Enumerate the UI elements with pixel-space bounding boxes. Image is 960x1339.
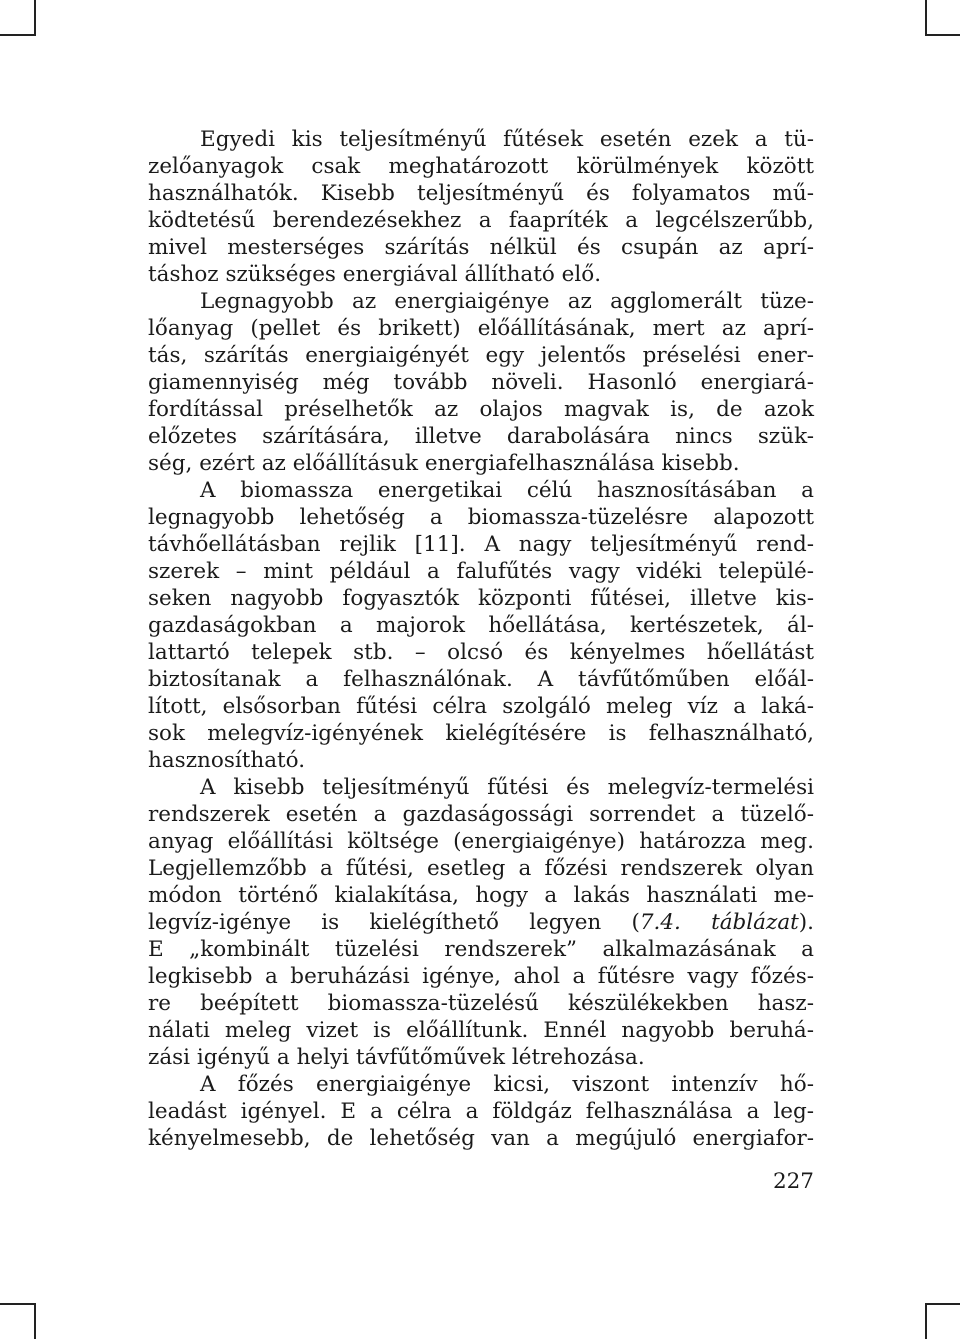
text-line-content: biztosítanak a felhasználónak. A távfűtőműben előál- [148,667,814,692]
text-line [148,1125,814,1152]
text-line-content: E „kombinált tüzelési rendszerek” alkalmazásának a [148,937,814,962]
text-line-content: ködtetésű berendezésekhez a faapríték a legcélszerűbb, [148,208,814,233]
text-line [148,261,814,288]
text-line-content: fordítással préselhetők az olajos magvak is, de azok [148,397,814,422]
text-line [148,801,814,828]
text-line [148,369,814,396]
text-line-content: lított, elsősorban fűtési célra szolgáló meleg víz a laká- [148,694,814,719]
text-line [148,909,814,936]
text-line [148,396,814,423]
text-line [148,1098,814,1125]
text-line-content: re beépített biomassza-tüzelésű készülékekben hasz- [148,991,814,1016]
text-line [148,639,814,666]
text-line-content: előzetes szárítására, illetve darabolására nincs szük- [148,424,814,449]
text-line [148,936,814,963]
text-line-content: lattartó telepek stb. – olcsó és kényelmes hőellátást [148,640,814,665]
text-line-suffix: ). [798,910,815,935]
text-line [148,315,814,342]
text-line [148,477,814,504]
text-line-content: anyag előállítási költsége (energiaigénye) határozza meg. [148,829,814,854]
text-line-content: A kisebb teljesítményű fűtési és melegvíz-termelési [200,775,814,800]
text-line-content: legkisebb a beruházási igénye, ahol a fűtésre vagy főzés- [148,964,814,989]
text-line [148,828,814,855]
text-line [148,531,814,558]
crop-mark-bottom-left-vertical [34,1303,36,1339]
text-line-content: zási igényű a helyi távfűtőművek létrehozása. [148,1045,645,1070]
text-line-content: mivel mesterséges szárítás nélkül és csupán az aprí- [148,235,814,260]
text-line-content: leadást igényel. E a célra a földgáz felhasználása a leg- [148,1099,814,1124]
text-line-content: zelőanyagok csak meghatározott körülmények között [148,154,814,179]
text-line-content: nálati meleg vizet is előállítunk. Ennél nagyobb beruhá- [148,1018,814,1043]
page-number: 227 [772,1169,814,1194]
text-line-content: lőanyag (pellet és brikett) előállításának, mert az aprí- [148,316,814,341]
text-line [148,504,814,531]
crop-mark-top-left-horizontal [0,34,36,36]
text-line-content: kényelmesebb, de lehetőség van a megújuló energiafor- [148,1126,814,1151]
text-line [148,450,814,477]
text-line-content: tás, szárítás energiaigényét egy jelentős préselési ener- [148,343,814,368]
text-line [148,1017,814,1044]
crop-mark-top-right-horizontal [925,34,960,36]
text-line-content: használhatók. Kisebb teljesítményű és folyamatos mű- [148,181,814,206]
text-line-content: sok melegvíz-igényének kielégítésére is felhasználható, [148,721,814,746]
text-line-content: A biomassza energetikai célú hasznosításában a [200,478,814,503]
text-line-content: gazdaságokban a majorok hőellátása, kertészetek, ál- [148,613,814,638]
text-line-content: Legjellemzőbb a fűtési, esetleg a főzési rendszerek olyan [148,856,814,881]
text-line [148,342,814,369]
text-line [148,558,814,585]
text-line-content: hasznosítható. [148,748,306,773]
text-line [148,1071,814,1098]
text-line [148,126,814,153]
crop-mark-bottom-left-horizontal [0,1303,36,1305]
text-line-content: Egyedi kis teljesítményű fűtések esetén ezek a tü- [200,127,814,152]
text-line [148,180,814,207]
text-line-content: táshoz szükséges energiával állítható elő. [148,262,602,287]
crop-mark-top-right-vertical [925,0,927,36]
text-line [148,693,814,720]
text-line-content: Legnagyobb az energiaigénye az agglomerált tüze- [200,289,814,314]
text-line [148,666,814,693]
table-reference-link: 7.4. táblázat [639,910,799,935]
crop-mark-bottom-right-vertical [925,1303,927,1339]
text-line-content: legvíz-igénye is kielégíthető legyen ( [148,910,640,935]
crop-mark-bottom-right-horizontal [925,1303,960,1305]
text-line-content: távhőellátásban rejlik [11]. A nagy teljesítményű rend- [148,532,814,557]
text-line [148,153,814,180]
text-line-content: ség, ezért az előállításuk energiafelhasználása kisebb. [148,451,740,476]
text-line-content: giamennyiség még tovább növeli. Hasonló energiará- [148,370,814,395]
text-line [148,288,814,315]
text-line [148,1044,814,1071]
text-line [148,234,814,261]
text-line [148,747,814,774]
text-line [148,585,814,612]
body-text [148,126,814,1152]
text-line [148,855,814,882]
text-line-content: módon történő kialakítása, hogy a lakás használati me- [148,883,814,908]
text-line [148,882,814,909]
crop-mark-top-left-vertical [34,0,36,36]
text-line-content: szerek – mint például a falufűtés vagy vidéki települé- [148,559,814,584]
text-line [148,963,814,990]
text-line-content: rendszerek esetén a gazdaságossági sorrendet a tüzelő- [148,802,814,827]
text-line-content: A főzés energiaigénye kicsi, viszont intenzív hő- [200,1072,814,1097]
text-line [148,207,814,234]
text-line [148,612,814,639]
text-line-content: seken nagyobb fogyasztók központi fűtései, illetve kis- [148,586,814,611]
text-line-content: legnagyobb lehetőség a biomassza-tüzelésre alapozott [148,505,814,530]
text-line [148,774,814,801]
text-line [148,990,814,1017]
text-line [148,720,814,747]
text-line [148,423,814,450]
